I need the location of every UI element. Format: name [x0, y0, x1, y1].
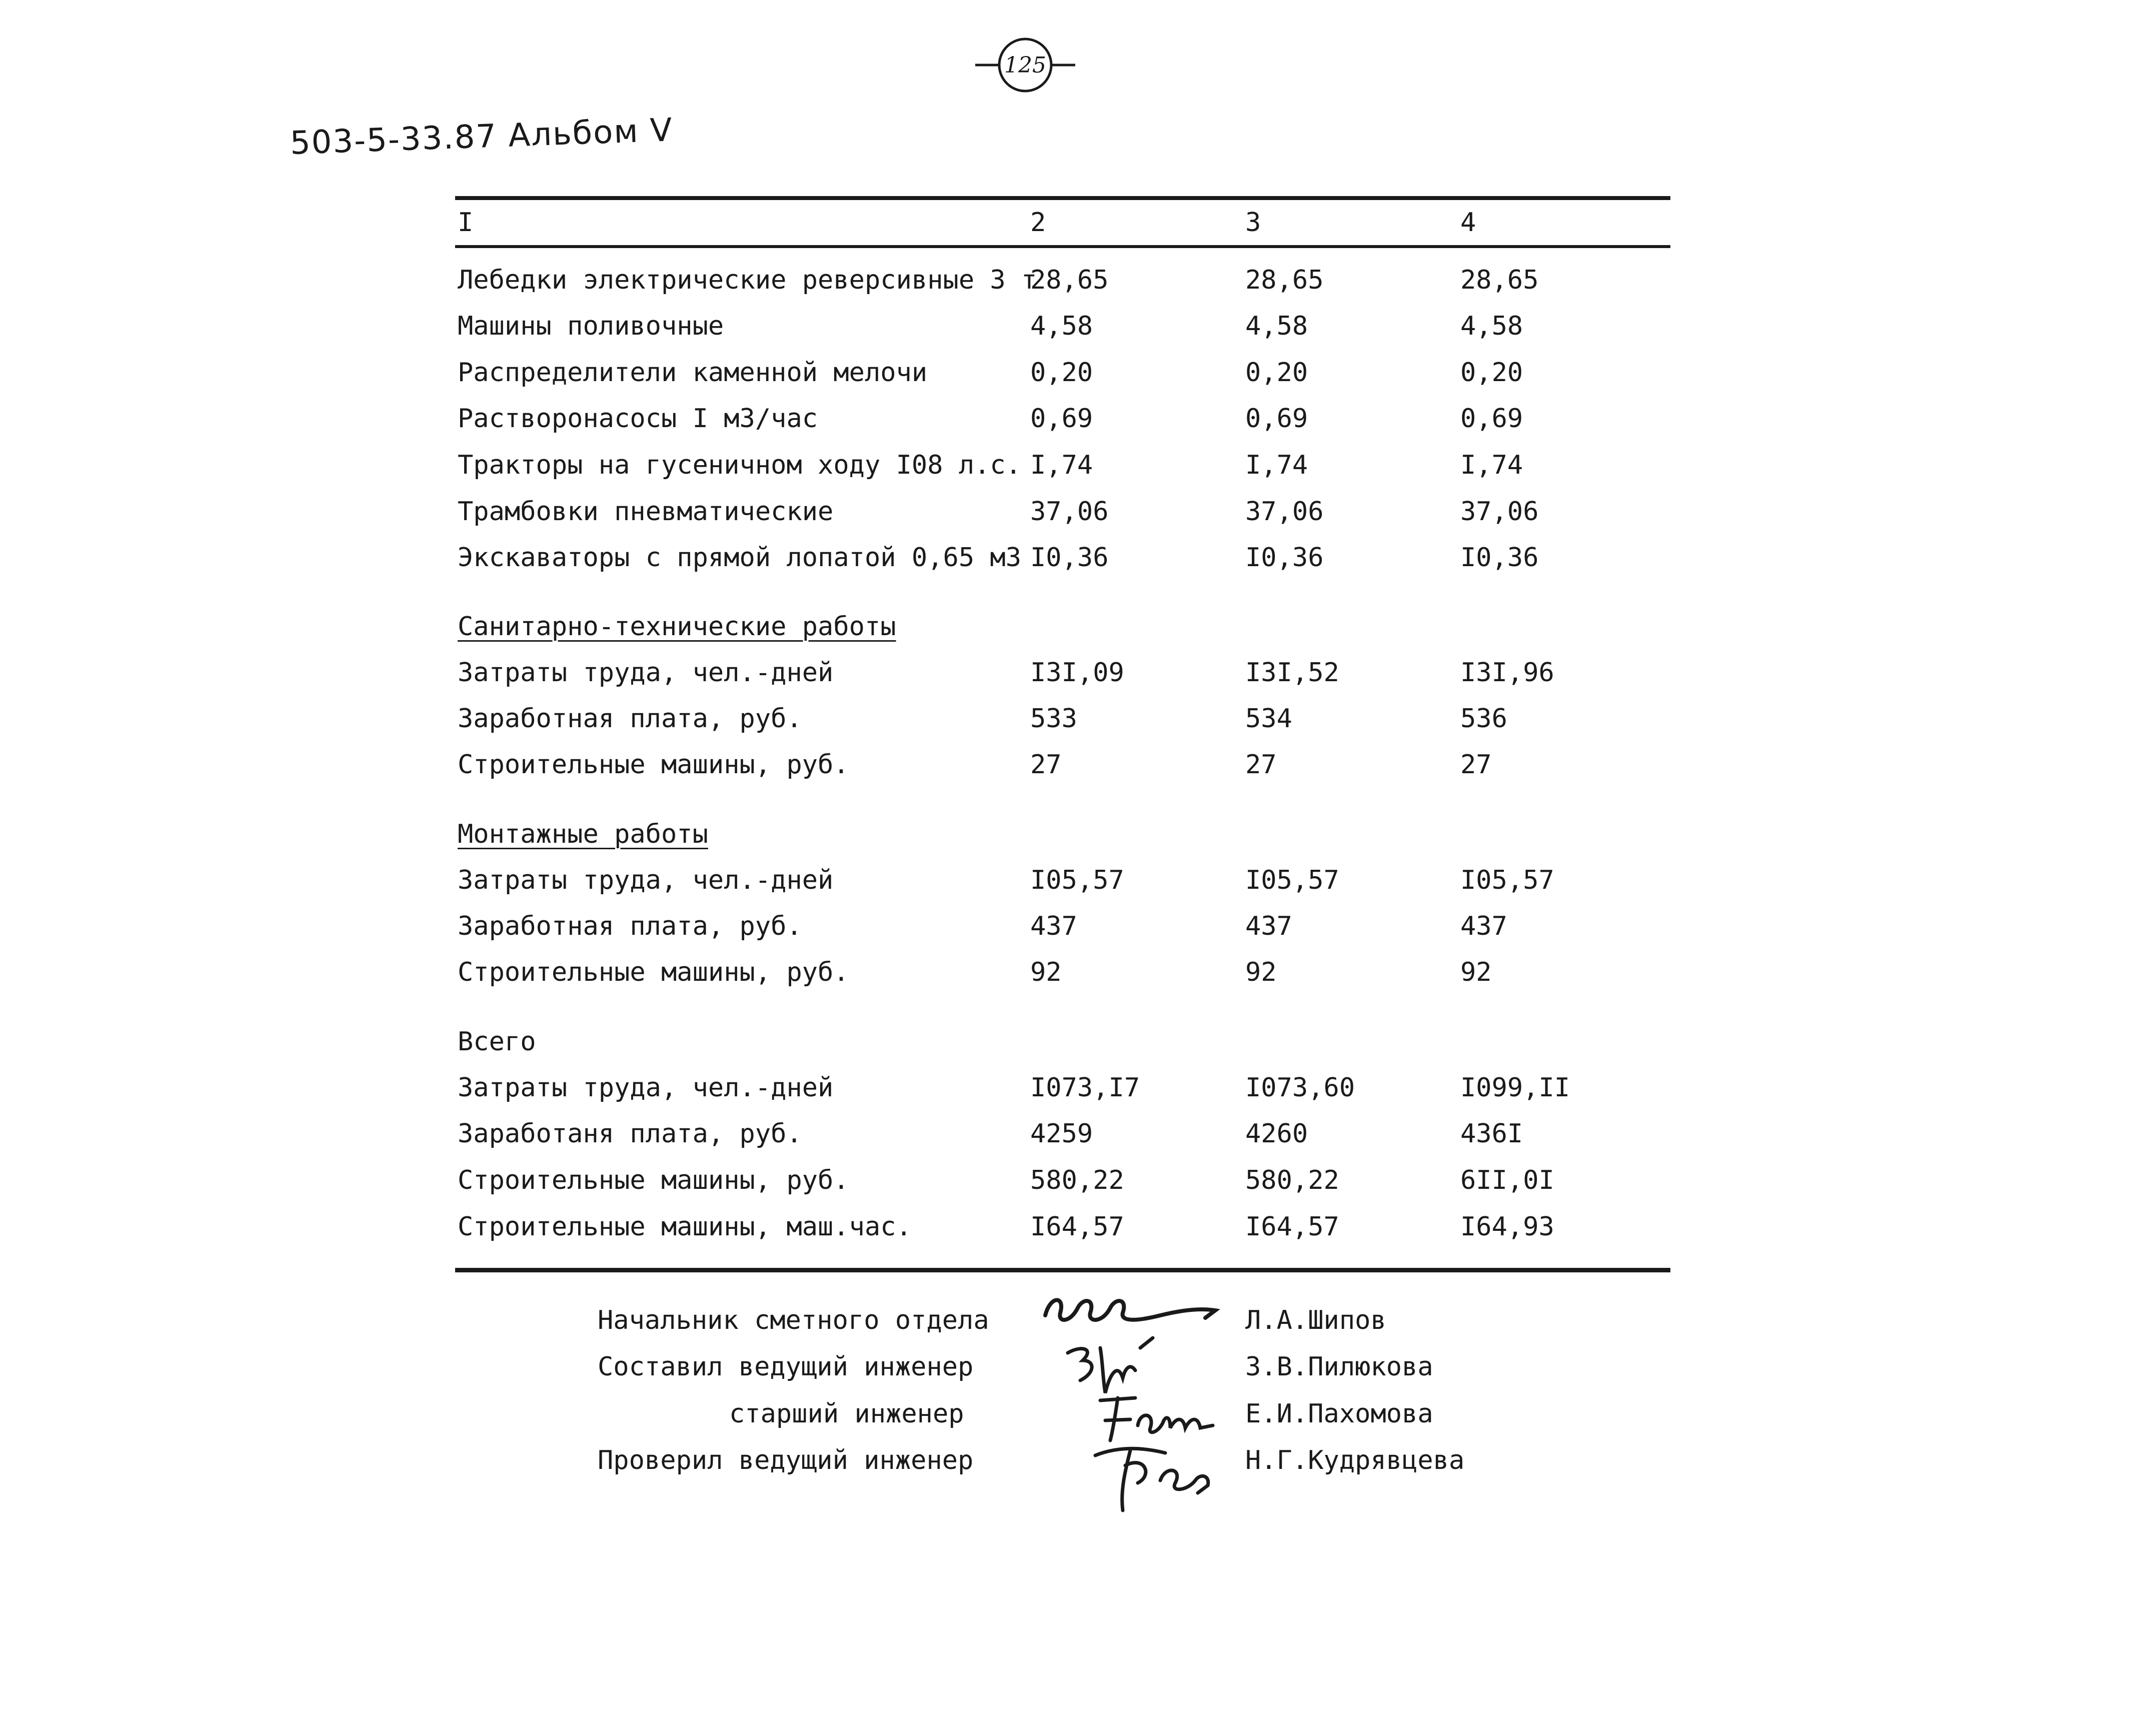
- row-value-col2: 27: [1030, 750, 1062, 780]
- row-value-col2: 580,22: [1030, 1165, 1124, 1195]
- row-value-col3: 4260: [1245, 1119, 1308, 1149]
- row-value-col4: 536: [1460, 704, 1507, 734]
- row-value-col3: I05,57: [1245, 865, 1339, 895]
- row-value-col3: 0,69: [1245, 404, 1308, 434]
- table-bottom-rule: [455, 1268, 1670, 1272]
- row-label: Затраты труда, чел.-дней: [458, 865, 834, 895]
- section-title: Всего: [458, 1027, 536, 1057]
- row-value-col2: 533: [1030, 704, 1077, 734]
- row-value-col4: 37,06: [1460, 497, 1539, 527]
- row-value-col2: 4259: [1030, 1119, 1093, 1149]
- row-value-col4: I0,36: [1460, 543, 1539, 573]
- table-header-rule: [455, 245, 1670, 248]
- table-row: [0, 1116, 2156, 1151]
- row-value-col4: I64,93: [1460, 1212, 1554, 1242]
- column-header-3: 3: [1245, 208, 1261, 238]
- table-row: [0, 401, 2156, 436]
- row-label: Затраты труда, чел.-дней: [458, 658, 834, 688]
- document-code: 503-5-33.87 Альбом V: [289, 112, 674, 162]
- row-label: Затраты труда, чел.-дней: [458, 1073, 834, 1103]
- table-row: [0, 309, 2156, 344]
- row-value-col3: I0,36: [1245, 543, 1324, 573]
- row-value-col4: 0,20: [1460, 358, 1523, 388]
- row-label: Строительные машины, руб.: [458, 1165, 849, 1195]
- row-value-col2: 28,65: [1030, 265, 1109, 295]
- row-value-col2: I0,36: [1030, 543, 1109, 573]
- section-title: Монтажные работы: [458, 819, 708, 849]
- table-row: [0, 955, 2156, 990]
- row-label: Строительные машины, руб.: [458, 957, 849, 987]
- row-value-col4: 92: [1460, 957, 1492, 987]
- signature-role: Проверил ведущий инженер: [598, 1445, 974, 1475]
- row-value-col2: I073,I7: [1030, 1073, 1140, 1103]
- row-value-col3: I3I,52: [1245, 658, 1339, 688]
- row-value-col2: I05,57: [1030, 865, 1124, 895]
- section-title: Санитарно-технические работы: [458, 612, 896, 642]
- signature-role: старший инженер: [729, 1399, 964, 1429]
- column-header-1: I: [458, 208, 474, 238]
- signature-name: Е.И.Пахомова: [1245, 1399, 1433, 1429]
- row-value-col3: 92: [1245, 957, 1277, 987]
- row-value-col3: 37,06: [1245, 497, 1324, 527]
- row-value-col2: 4,58: [1030, 311, 1093, 341]
- row-value-col2: I3I,09: [1030, 658, 1124, 688]
- page-number: [975, 30, 1075, 100]
- signature-role: Начальник сметного отдела: [598, 1305, 989, 1335]
- row-value-col2: I64,57: [1030, 1212, 1124, 1242]
- row-value-col2: I,74: [1030, 450, 1093, 480]
- table-top-rule: [455, 196, 1670, 200]
- section-heading-assembly: [0, 817, 2156, 852]
- row-label: Экскаваторы с прямой лопатой 0,65 м3: [458, 543, 1022, 573]
- row-value-col2: 0,20: [1030, 358, 1093, 388]
- signature-row: [0, 1443, 2156, 1478]
- table-row: [0, 1070, 2156, 1105]
- row-value-col3: 437: [1245, 911, 1292, 941]
- row-value-col2: 437: [1030, 911, 1077, 941]
- row-value-col3: 28,65: [1245, 265, 1324, 295]
- row-value-col4: I099,II: [1460, 1073, 1570, 1103]
- table-row: [0, 747, 2156, 782]
- signature-role: Составил ведущий инженер: [598, 1352, 974, 1382]
- table-row: [0, 701, 2156, 736]
- row-label: Распределители каменной мелочи: [458, 358, 928, 388]
- row-label: Заработаня плата, руб.: [458, 1119, 802, 1149]
- row-value-col3: 0,20: [1245, 358, 1308, 388]
- row-value-col4: I,74: [1460, 450, 1523, 480]
- row-value-col4: 437: [1460, 911, 1507, 941]
- row-value-col3: I,74: [1245, 450, 1308, 480]
- row-value-col3: 580,22: [1245, 1165, 1339, 1195]
- signature-name: Л.А.Шипов: [1245, 1305, 1386, 1335]
- table-row: [0, 1209, 2156, 1244]
- table-row: [0, 909, 2156, 944]
- row-label: Заработная плата, руб.: [458, 911, 802, 941]
- row-label: Растворонасосы I м3/час: [458, 404, 818, 434]
- page-number-text: 125: [1004, 52, 1046, 78]
- table-row: [0, 655, 2156, 690]
- table-row: [0, 1163, 2156, 1198]
- row-value-col4: 436I: [1460, 1119, 1523, 1149]
- row-value-col3: 4,58: [1245, 311, 1308, 341]
- table-row: [0, 263, 2156, 298]
- column-header-2: 2: [1030, 208, 1046, 238]
- row-label: Строительные машины, руб.: [458, 750, 849, 780]
- row-label: Заработная плата, руб.: [458, 704, 802, 734]
- row-label: Тракторы на гусеничном ходу I08 л.с.: [458, 450, 1022, 480]
- row-value-col4: 4,58: [1460, 311, 1523, 341]
- row-value-col3: I64,57: [1245, 1212, 1339, 1242]
- handwritten-signature-4: [1090, 1435, 1220, 1517]
- row-value-col2: 92: [1030, 957, 1062, 987]
- row-label: Машины поливочные: [458, 311, 724, 341]
- row-value-col4: 0,69: [1460, 404, 1523, 434]
- section-heading-sanitary: [0, 609, 2156, 644]
- table-row: [0, 540, 2156, 575]
- row-value-col4: 6II,0I: [1460, 1165, 1554, 1195]
- table-row: [0, 448, 2156, 483]
- table-row: [0, 494, 2156, 529]
- row-label: Строительные машины, маш.час.: [458, 1212, 912, 1242]
- row-value-col3: 534: [1245, 704, 1292, 734]
- row-value-col4: 27: [1460, 750, 1492, 780]
- row-value-col3: 27: [1245, 750, 1277, 780]
- row-value-col3: I073,60: [1245, 1073, 1355, 1103]
- row-value-col2: 0,69: [1030, 404, 1093, 434]
- row-value-col4: I05,57: [1460, 865, 1554, 895]
- signature-name: З.В.Пилюкова: [1245, 1352, 1433, 1382]
- table-row: [0, 863, 2156, 898]
- signature-name: Н.Г.Кудрявцева: [1245, 1445, 1465, 1475]
- table-row: [0, 355, 2156, 390]
- row-label: Трамбовки пневматические: [458, 497, 834, 527]
- row-value-col4: I3I,96: [1460, 658, 1554, 688]
- row-label: Лебедки электрические реверсивные 3 т: [458, 265, 1037, 295]
- row-value-col4: 28,65: [1460, 265, 1539, 295]
- table-header-row: [0, 205, 2156, 240]
- section-heading-total: [0, 1024, 2156, 1059]
- column-header-4: 4: [1460, 208, 1476, 238]
- row-value-col2: 37,06: [1030, 497, 1109, 527]
